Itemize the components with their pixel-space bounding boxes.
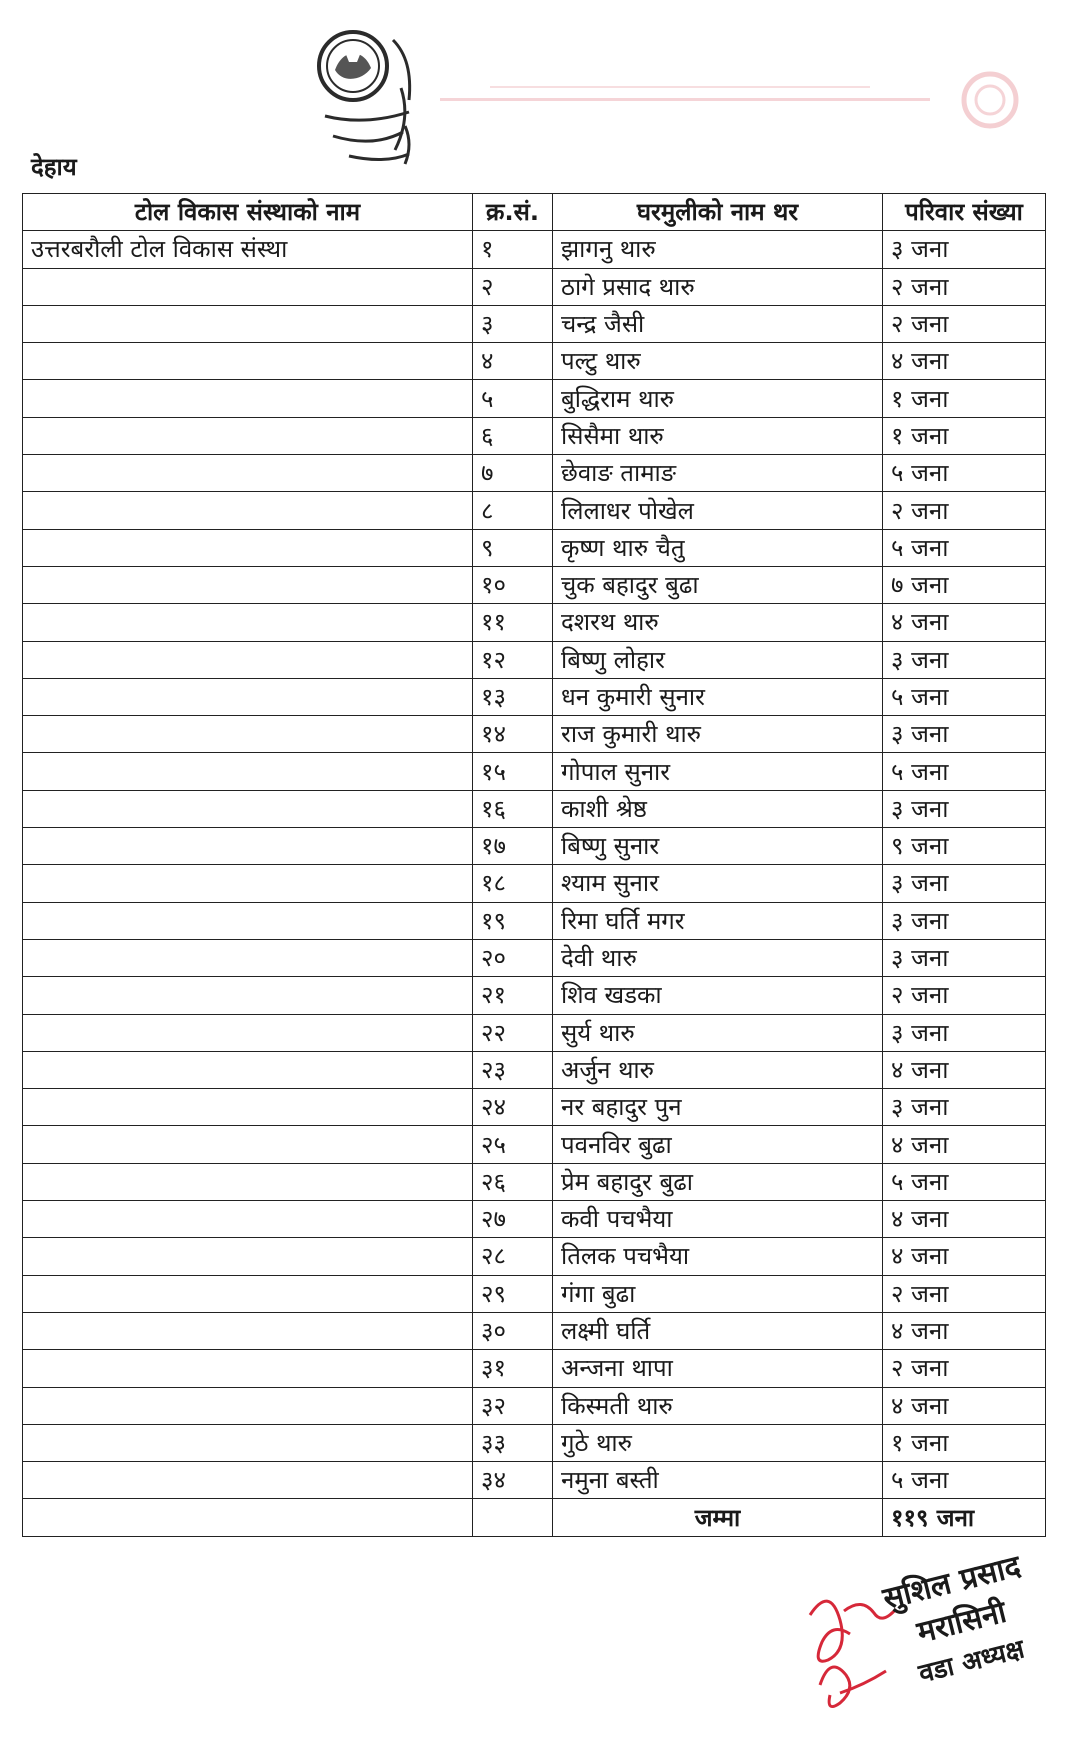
table-row [23,1163,1046,1200]
family-count-cell: २ जना [883,492,1046,529]
organization-cell [23,343,473,380]
organization-cell [23,1350,473,1387]
table-row [23,1387,1046,1424]
serial-number-cell: १० [473,566,553,603]
family-count-cell: ५ जना [883,1462,1046,1499]
organization-cell [23,1126,473,1163]
organization-cell [23,753,473,790]
header-family-count: परिवार संख्या [883,194,1046,231]
serial-number-cell: १७ [473,828,553,865]
household-head-cell: नमुना बस्ती [553,1462,883,1499]
family-count-cell: ५ जना [883,753,1046,790]
table-row [23,939,1046,976]
organization-cell [23,1201,473,1238]
family-count-cell: ३ जना [883,790,1046,827]
family-count-cell: ४ जना [883,1201,1046,1238]
table-row [23,1312,1046,1349]
family-count-cell: १ जना [883,1424,1046,1461]
household-head-cell: प्रेम बहादुर बुढा [553,1163,883,1200]
family-count-cell: ७ जना [883,566,1046,603]
total-empty-cell [473,1499,553,1536]
organization-cell [23,1312,473,1349]
organization-cell [23,828,473,865]
household-table [22,193,1046,1537]
serial-number-cell: ३२ [473,1387,553,1424]
total-value: ११९ जना [883,1499,1046,1536]
household-head-cell: गुठे थारु [553,1424,883,1461]
organization-cell [23,641,473,678]
household-head-cell: नर बहादुर पुन [553,1089,883,1126]
family-count-cell: ४ जना [883,1312,1046,1349]
table-row [23,641,1046,678]
table-row [23,977,1046,1014]
serial-number-cell: १९ [473,902,553,939]
serial-number-cell: १३ [473,678,553,715]
table-row [23,1014,1046,1051]
organization-cell [23,939,473,976]
table-row [23,902,1046,939]
household-head-cell: चुक बहादुर बुढा [553,566,883,603]
table-row [23,1350,1046,1387]
serial-number-cell: १२ [473,641,553,678]
table-row [23,1051,1046,1088]
header-serial-number: क्र.सं. [473,194,553,231]
serial-number-cell: २९ [473,1275,553,1312]
table-header-row [23,194,1046,231]
household-head-cell: कवी पचभैया [553,1201,883,1238]
household-head-cell: शिव खडका [553,977,883,1014]
family-count-cell: ३ जना [883,641,1046,678]
page-heading: देहाय [31,153,77,181]
family-count-cell: १ जना [883,380,1046,417]
table-row [23,753,1046,790]
organization-cell: उत्तरबरौली टोल विकास संस्था [23,231,473,268]
table-row [23,604,1046,641]
household-head-cell: सिसैमा थारु [553,417,883,454]
organization-cell [23,305,473,342]
organization-cell [23,380,473,417]
organization-cell [23,604,473,641]
organization-cell [23,455,473,492]
total-label: जम्मा [553,1499,883,1536]
family-count-cell: ४ जना [883,343,1046,380]
table-row [23,305,1046,342]
signatory-title: वडा अध्यक्ष [915,1634,1028,1690]
organization-cell [23,865,473,902]
table-row [23,790,1046,827]
table-row [23,566,1046,603]
organization-cell [23,902,473,939]
household-head-cell: छेवाङ तामाङ [553,455,883,492]
household-head-cell: झागनु थारु [553,231,883,268]
organization-cell [23,492,473,529]
family-count-cell: ३ जना [883,231,1046,268]
table-row [23,716,1046,753]
family-count-cell: ५ जना [883,529,1046,566]
household-head-cell: रिमा घर्ति मगर [553,902,883,939]
serial-number-cell: २ [473,268,553,305]
household-head-cell: गोपाल सुनार [553,753,883,790]
household-head-cell: दशरथ थारु [553,604,883,641]
family-count-cell: २ जना [883,1275,1046,1312]
family-count-cell: ३ जना [883,865,1046,902]
household-head-cell: बुद्धिराम थारु [553,380,883,417]
family-count-cell: ३ जना [883,716,1046,753]
serial-number-cell: २० [473,939,553,976]
serial-number-cell: ६ [473,417,553,454]
serial-number-cell: ३१ [473,1350,553,1387]
organization-cell [23,1462,473,1499]
serial-number-cell: ३३ [473,1424,553,1461]
table-row [23,1424,1046,1461]
serial-number-cell: २४ [473,1089,553,1126]
family-count-cell: ९ जना [883,828,1046,865]
organization-cell [23,716,473,753]
serial-number-cell: ३ [473,305,553,342]
household-head-cell: श्याम सुनार [553,865,883,902]
household-head-cell: ठागे प्रसाद थारु [553,268,883,305]
serial-number-cell: ७ [473,455,553,492]
table-row [23,1201,1046,1238]
household-head-cell: बिष्णु लोहार [553,641,883,678]
total-empty-cell [23,1499,473,1536]
household-head-cell: धन कुमारी सुनार [553,678,883,715]
organization-cell [23,790,473,827]
household-head-cell: राज कुमारी थारु [553,716,883,753]
family-count-cell: ३ जना [883,1089,1046,1126]
family-count-cell: ५ जना [883,1163,1046,1200]
household-head-cell: सुर्य थारु [553,1014,883,1051]
signatory-name: सुशिल प्रसाद मरासिनी [879,1548,1025,1651]
table-row [23,1238,1046,1275]
family-count-cell: २ जना [883,977,1046,1014]
table-row [23,1089,1046,1126]
table-body [23,231,1046,1536]
serial-number-cell: ८ [473,492,553,529]
organization-cell [23,268,473,305]
table-row [23,529,1046,566]
table-row [23,268,1046,305]
serial-number-cell: २५ [473,1126,553,1163]
household-head-cell: चन्द्र जैसी [553,305,883,342]
organization-cell [23,977,473,1014]
serial-number-cell: २८ [473,1238,553,1275]
faint-stamp-icon [430,70,1050,130]
serial-number-cell: ३४ [473,1462,553,1499]
organization-cell [23,1163,473,1200]
header-household-head: घरमुलीको नाम थर [553,194,883,231]
family-count-cell: ४ जना [883,1387,1046,1424]
household-head-cell: काशी श्रेष्ठ [553,790,883,827]
serial-number-cell: २१ [473,977,553,1014]
household-head-cell: बिष्णु सुनार [553,828,883,865]
household-head-cell: तिलक पचभैया [553,1238,883,1275]
serial-number-cell: ४ [473,343,553,380]
organization-cell [23,1275,473,1312]
table-row [23,678,1046,715]
header-organization: टोल विकास संस्थाको नाम [23,194,473,231]
family-count-cell: २ जना [883,305,1046,342]
family-count-cell: ३ जना [883,939,1046,976]
organization-cell [23,1387,473,1424]
serial-number-cell: १८ [473,865,553,902]
family-count-cell: ३ जना [883,902,1046,939]
organization-cell [23,1051,473,1088]
table-row [23,1462,1046,1499]
organization-cell [23,1089,473,1126]
family-count-cell: ४ जना [883,604,1046,641]
family-count-cell: २ जना [883,268,1046,305]
serial-number-cell: १५ [473,753,553,790]
table-row [23,455,1046,492]
serial-number-cell: १४ [473,716,553,753]
table-row [23,1275,1046,1312]
family-count-cell: ३ जना [883,1014,1046,1051]
serial-number-cell: ३० [473,1312,553,1349]
family-count-cell: १ जना [883,417,1046,454]
serial-number-cell: २६ [473,1163,553,1200]
serial-number-cell: ५ [473,380,553,417]
serial-number-cell: ११ [473,604,553,641]
household-head-cell: पवनविर बुढा [553,1126,883,1163]
family-count-cell: ४ जना [883,1051,1046,1088]
organization-cell [23,566,473,603]
family-count-cell: २ जना [883,1350,1046,1387]
household-head-cell: अन्जना थापा [553,1350,883,1387]
serial-number-cell: २२ [473,1014,553,1051]
table-row [23,865,1046,902]
family-count-cell: ५ जना [883,678,1046,715]
household-head-cell: गंगा बुढा [553,1275,883,1312]
table-row [23,417,1046,454]
household-head-cell: किस्मती थारु [553,1387,883,1424]
organization-cell [23,678,473,715]
table-row [23,492,1046,529]
total-row [23,1499,1046,1536]
household-head-cell: लक्ष्मी घर्ति [553,1312,883,1349]
household-head-cell: देवी थारु [553,939,883,976]
household-head-cell: पल्टु थारु [553,343,883,380]
table-row [23,231,1046,268]
organization-cell [23,417,473,454]
table-row [23,828,1046,865]
organization-cell [23,1014,473,1051]
organization-cell [23,1238,473,1275]
table-row [23,1126,1046,1163]
household-head-cell: लिलाधर पोखेल [553,492,883,529]
organization-cell [23,529,473,566]
household-head-cell: अर्जुन थारु [553,1051,883,1088]
family-count-cell: ४ जना [883,1238,1046,1275]
serial-number-cell: २७ [473,1201,553,1238]
table-row [23,343,1046,380]
table-row [23,380,1046,417]
family-count-cell: ५ जना [883,455,1046,492]
serial-number-cell: १ [473,231,553,268]
household-head-cell: कृष्ण थारु चैतु [553,529,883,566]
family-count-cell: ४ जना [883,1126,1046,1163]
serial-number-cell: ९ [473,529,553,566]
serial-number-cell: २३ [473,1051,553,1088]
organization-cell [23,1424,473,1461]
serial-number-cell: १६ [473,790,553,827]
